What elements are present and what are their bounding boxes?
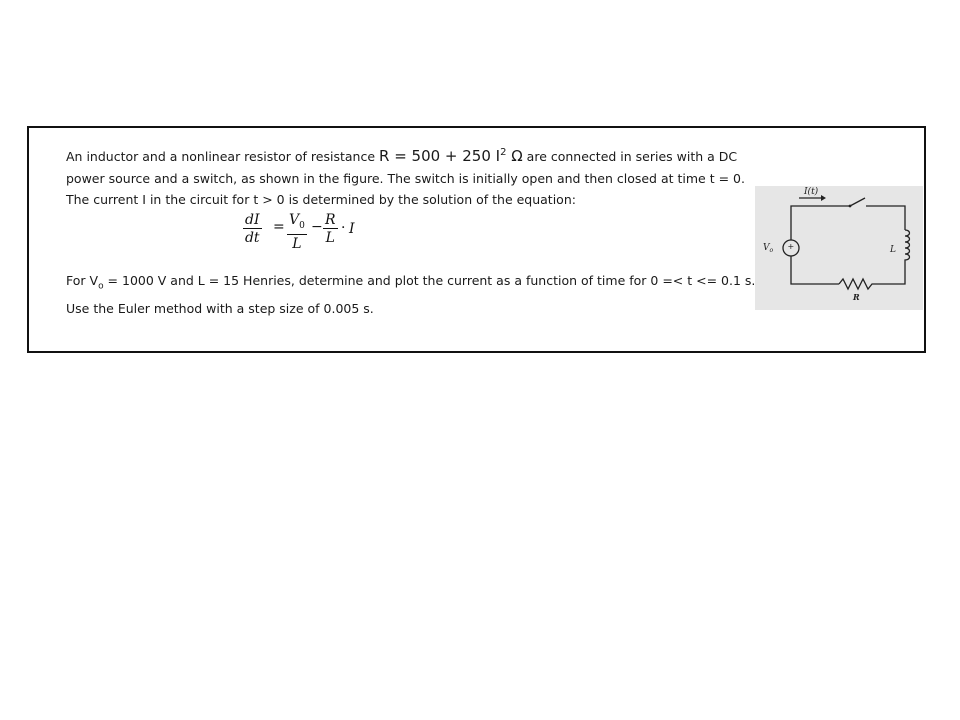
problem-statement: [66, 142, 766, 211]
problem-frame: [27, 126, 926, 353]
arrowhead-icon: [821, 195, 826, 201]
task-text-3: Use the Euler method with a step size of 0.005 s.: [66, 301, 374, 316]
resistor-numerator: R: [325, 212, 336, 228]
problem-task: [66, 270, 766, 320]
top-right-wire: [866, 206, 905, 230]
multiply-dot: ·: [341, 220, 346, 236]
resistance-expression: R = 500 + 250 I: [379, 147, 501, 165]
task-text-1: For V: [66, 273, 99, 288]
equals-sign: =: [273, 219, 285, 235]
plus-icon: +: [787, 242, 795, 251]
switch-icon: [850, 198, 865, 206]
top-left-wire: [791, 206, 850, 241]
source-subscript: 0: [299, 220, 305, 231]
switch-pivot: [849, 205, 852, 208]
resistance-exponent: 2: [500, 147, 507, 158]
resistor-denominator: L: [325, 230, 335, 246]
circuit-figure: [755, 186, 923, 310]
right-lower-wire: [875, 264, 905, 284]
current-label: I(t): [804, 187, 819, 197]
lhs-numerator: dI: [245, 212, 260, 228]
source-symbol: V: [289, 212, 300, 228]
task-subscript: o: [98, 281, 104, 292]
task-text-2: = 1000 V and L = 15 Henries, determine and plot the current as a function of time for 0 =< t <= 0.1 s.: [103, 273, 756, 288]
resistor-label: R: [853, 292, 860, 302]
inductor-icon: [905, 230, 910, 264]
resistance-formula: [379, 147, 523, 165]
source-numerator: [287, 212, 307, 235]
statement-text-2: are connected in series with a DC power source and a switch, as shown in the figure. The switch is initially open and then closed at time t = 0. The current I in the circuit for t > 0 is determined by the solution of the equation:: [66, 149, 745, 207]
source-label: $V_o$: [763, 243, 774, 254]
source-fraction: [287, 212, 307, 253]
lhs-denominator: dt: [244, 230, 260, 246]
statement-text-1: An inductor and a nonlinear resistor of resistance: [66, 149, 379, 164]
ohm-symbol: Ω: [506, 147, 523, 165]
current-variable: I: [349, 221, 355, 237]
circuit-diagram: [755, 186, 923, 310]
resistor-fraction: [323, 212, 338, 247]
inductor-label: L: [890, 245, 896, 255]
minus-sign: −: [311, 219, 323, 235]
bottom-left-wire: [791, 256, 839, 284]
lhs-fraction: [243, 212, 262, 247]
resistor-icon: [839, 279, 875, 289]
source-denominator: L: [292, 235, 302, 252]
